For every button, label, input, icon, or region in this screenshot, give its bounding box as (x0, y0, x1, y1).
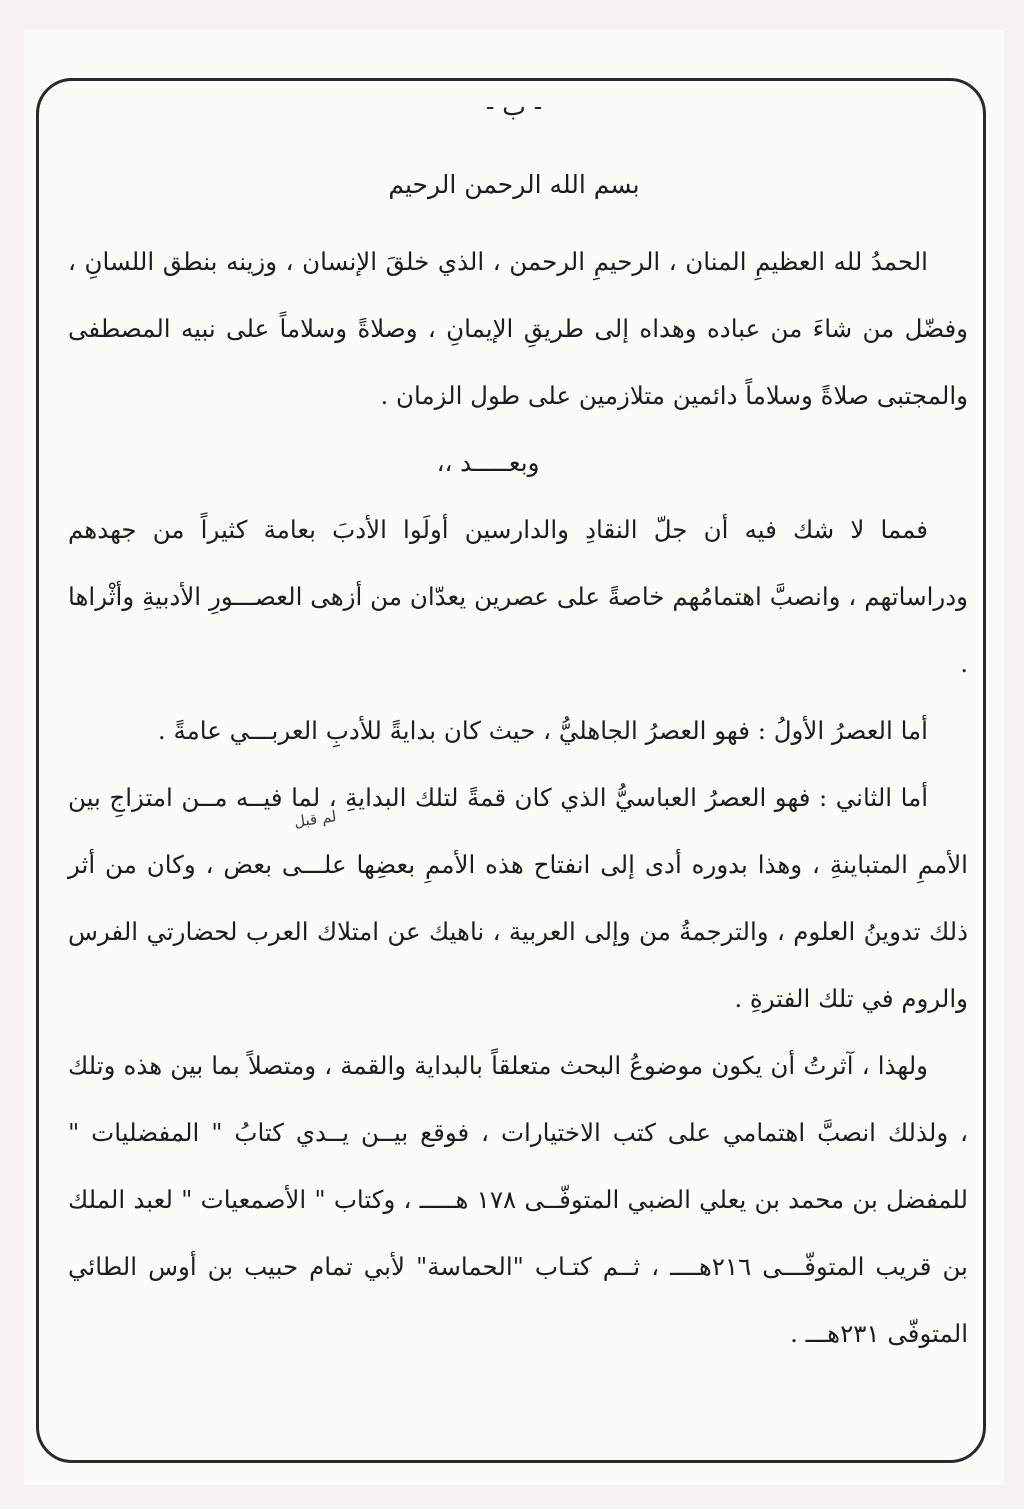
paragraph-first-era: أما العصرُ الأولُ : فهو العصرُ الجاهليُّ ، حيث كان بدايةً للأدبِ العربـــي عامةً . (157, 716, 928, 745)
paragraph-second-era: أما الثاني : فهو العصرُ العباسيُّ الذي كان قمةً لتلك البدايةِ ، لما فيــه مــن امتزاجِ بين الأممِ المتباينةِ ، وهذا بدوره أدى إلى انفتاح هذه الأممِ بعضِها علـــى بعض ، وكان من أثر ذلك تدوينُ العلوم ، والترجمةُ من وإلى العربية ، ناهيك عن امتلاك العرب لحضارتي الفرس والروم في تلك الفترةِ . (68, 783, 968, 1013)
handwritten-margin-note: لم قبل (292, 807, 338, 831)
document-body (68, 228, 968, 1367)
paragraph-praise: الحمدُ لله العظيمِ المنان ، الرحيمِ الرحمن ، الذي خلقَ الإنسان ، وزينه بنطق اللسانِ ، وفضّل من شاءَ من عباده وهداه إلى طريقِ الإيمانِ ، وصلاةً وسلاماً على نبيه المصطفى والمجتبى صلاةً وسلاماً دائمين متلازمين على طول الزمان . (68, 247, 968, 410)
basmala-heading: بسم الله الرحمن الرحيم (388, 170, 640, 199)
page-sheet (24, 30, 1004, 1485)
paragraph-intro: فمما لا شك فيه أن جلّ النقادِ والدارسين أولَوا الأدبَ بعامة كثيراً من جهدهم ودراساتهم ، وانصبَّ اهتمامُهم خاصةً على عصرين يعدّان من أزهى العصـــورِ الأدبيةِ وأثْراها . (68, 515, 968, 678)
transition-heading: وبعـــــد ،، (436, 448, 540, 477)
page-number: - ب - (485, 92, 543, 121)
paragraph-research-topic: ولهذا ، آثرتُ أن يكون موضوعُ البحث متعلقاً بالبداية والقمة ، ومتصلاً بما بين هذه وتلك ، ولذلك انصبَّ اهتمامي على كتب الاختيارات ، فوقع بيــن يــدي كتابُ " المفضليات " للمفضل بن محمد بن يعلي الضبي المتوفّــى ١٧٨ هـــــ ، وكتاب " الأصمعيات " لعبد الملك بن قريب المتوفّـــى ٢١٦هــــ ، ثــم كتـاب "الحماسة" لأبي تمام حبيب بن أوس الطائي المتوفّى ٢٣١هـــ . (68, 1051, 969, 1348)
